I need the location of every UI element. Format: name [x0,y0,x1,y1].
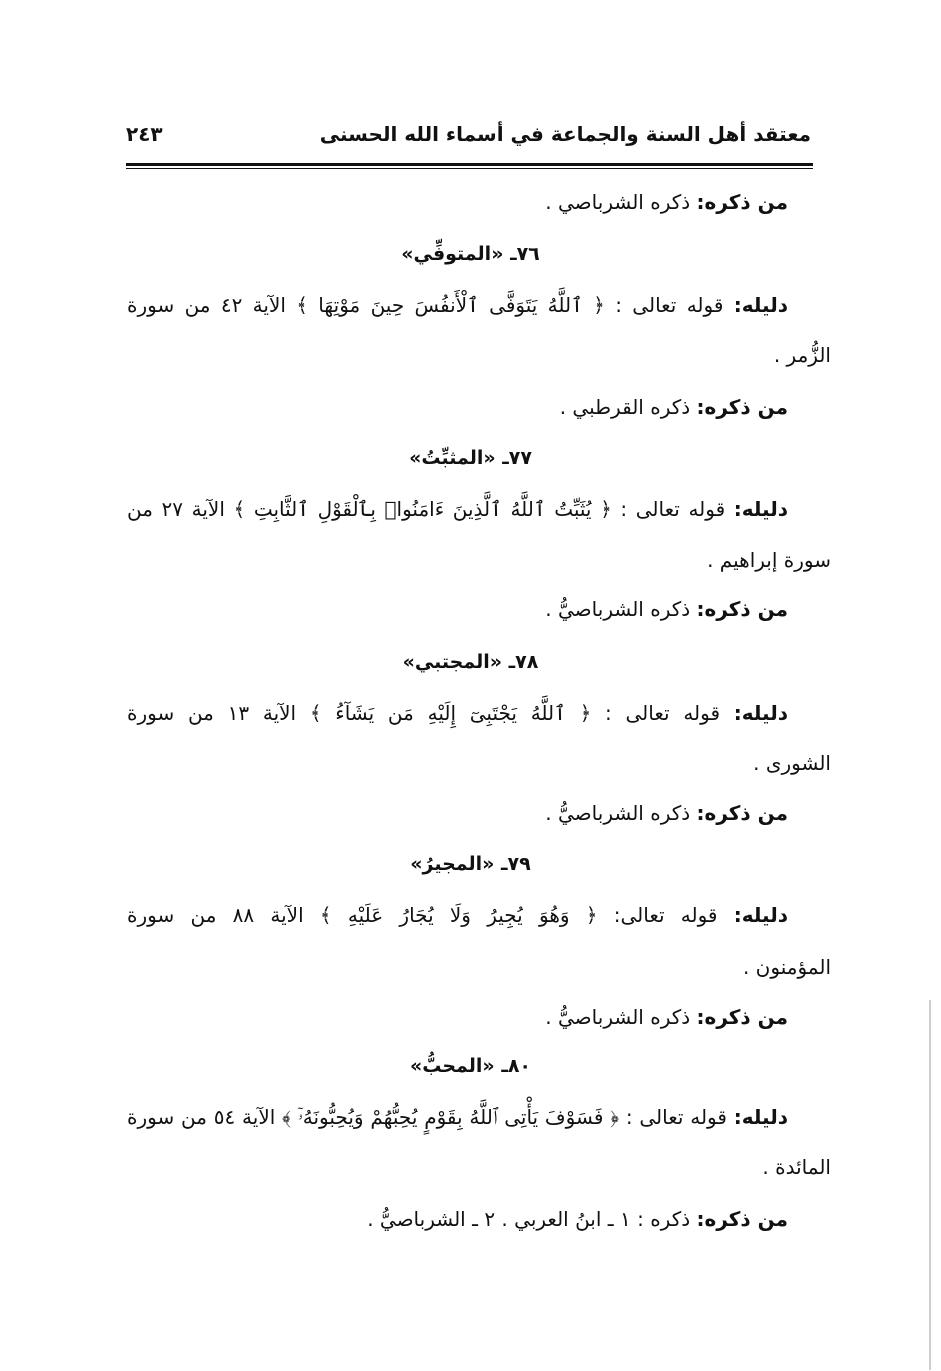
evidence-label: دليله: [733,293,788,317]
evidence-continuation-79: المؤمنون . [742,955,831,979]
evidence-line-80 [127,1105,788,1129]
mention-text: ذكره القرطبي . [559,395,697,419]
evidence-continuation-77: سورة إبراهيم . [707,548,831,572]
evidence-continuation-78: الشورى . [753,751,831,775]
mention-label: من ذكره: [696,597,788,621]
page-number: ٢٤٣ [126,122,163,146]
evidence-label: دليله: [733,1105,788,1129]
evidence-text: قوله تعالى : ﴿ ٱللَّهُ يَتَوَفَّى ٱلْأَنفُسَ حِينَ مَوْتِهَا ﴾ الآية ٤٢ من سورة [127,293,734,317]
mention-text: ذكره الشرباصيُّ . [545,801,697,825]
mention-line-79 [545,1005,788,1029]
book-title: معتقد أهل السنة والجماعة في أسماء الله الحسنى [319,122,811,146]
mention-label: من ذكره: [696,395,788,419]
entry-heading-76: ٧٦ـ «المتوفِّي» [401,243,540,265]
entry-heading-80: ٨٠ـ «المحبُّ» [409,1055,532,1077]
evidence-label: دليله: [733,497,788,521]
mention-text: ذكره الشرباصيُّ . [545,1005,697,1029]
mention-label: من ذكره: [696,801,788,825]
mention-line [545,190,788,214]
header-rule-thick [126,163,813,166]
mention-text: ذكره الشرباصي . [545,190,697,214]
mention-label: من ذكره: [696,1005,788,1029]
mention-line-80 [367,1207,788,1231]
mention-line-76 [560,395,788,419]
evidence-continuation-80: المائدة . [762,1155,831,1179]
evidence-line-79 [127,903,788,927]
evidence-line-76 [127,293,788,317]
entry-heading-78: ٧٨ـ «المجتبي» [402,651,539,673]
running-header [126,118,811,158]
evidence-label: دليله: [733,903,788,927]
mention-line-78 [545,801,788,825]
evidence-text: قوله تعالى : ﴿ ٱللَّهُ يَجْتَبِىٓ إِلَيْهِ مَن يَشَآءُ ﴾ الآية ١٣ من سورة [127,701,734,725]
header-rule-thin [126,168,813,169]
mention-text: ذكره : ١ ـ ابنُ العربي . ٢ ـ الشرباصيُّ . [367,1207,697,1231]
mention-label: من ذكره: [696,1207,788,1231]
evidence-continuation-76: الزُّمر . [773,343,831,367]
evidence-text: قوله تعالى: ﴿ وَهُوَ يُجِيرُ وَلَا يُجَارُ عَلَيْهِ ﴾ الآية ٨٨ من سورة [127,903,734,927]
mention-label: من ذكره: [696,190,788,214]
evidence-text: قوله تعالى : ﴿ يُثَبِّتُ ٱللَّهُ ٱلَّذِينَ ءَامَنُوا۟ بِٱلْقَوْلِ ٱلثَّابِتِ ﴾ الآية ٢٧ من [127,497,734,521]
evidence-label: دليله: [733,701,788,725]
evidence-line-77 [127,497,788,521]
evidence-text: قوله تعالى : ﴿ فَسَوْفَ يَأْتِى ٱللَّهُ بِقَوْمٍ يُحِبُّهُمْ وَيُحِبُّونَهُۥٓ ﴾ الآية ٥٤ من سورة [127,1105,734,1129]
entry-heading-77: ٧٧ـ «المثبِّتُ» [409,447,532,469]
evidence-line-78 [127,701,788,725]
mention-text: ذكره الشرباصيُّ . [545,597,697,621]
entry-heading-79: ٧٩ـ «المجيرُ» [410,853,531,875]
scan-edge-shadow [929,1000,931,1370]
mention-line-77 [545,597,788,621]
